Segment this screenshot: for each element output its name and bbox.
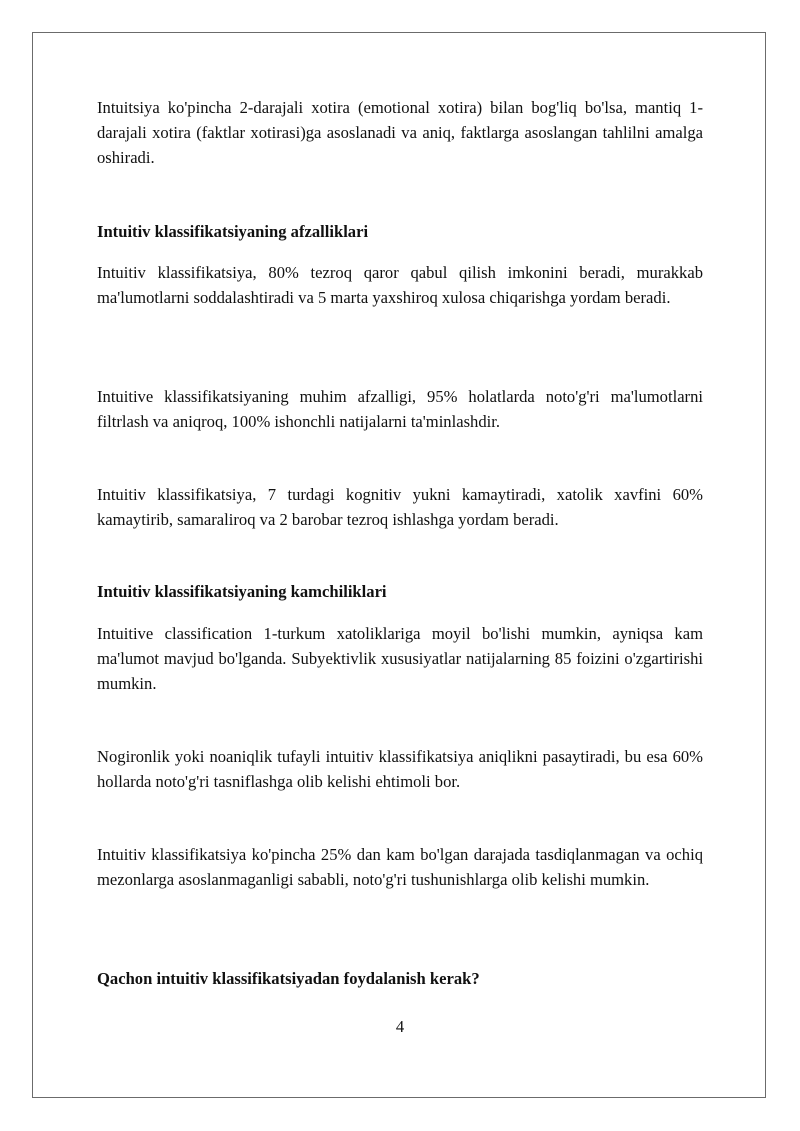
- page-number: 4: [395, 1017, 405, 1036]
- paragraph-advantage-cognitive-load: Intuitiv klassifikatsiya, 7 turdagi kognitiv yukni kamaytiradi, xatolik xavfini 60% kamaytirib, samaraliroq va 2 barobar tezroq ishlashga yordam beradi.: [97, 485, 703, 529]
- heading-when-to-use: Qachon intuitiv klassifikatsiyadan foydalanish kerak?: [97, 969, 480, 988]
- heading-advantages: Intuitiv klassifikatsiyaning afzalliklari: [97, 222, 369, 241]
- page-border: [32, 32, 766, 1098]
- heading-disadvantages: Intuitiv klassifikatsiyaning kamchiliklari: [97, 582, 387, 601]
- paragraph-disadvantage-uncertainty: Nogironlik yoki noaniqlik tufayli intuitiv klassifikatsiya aniqlikni pasaytiradi, bu esa 60% hollarda noto'g'ri tasniflashga olib kelishi ehtimoli bor.: [97, 747, 703, 791]
- paragraph-disadvantage-errors: Intuitive classification 1-turkum xatoliklariga moyil bo'lishi mumkin, ayniqsa kam ma'lumot mavjud bo'lganda. Subyektivlik xususiyatlar natijalarning 85 foizini o'zgartirishi mumkin.: [97, 624, 703, 693]
- paragraph-advantage-filtering: Intuitive klassifikatsiyaning muhim afzalligi, 95% holatlarda noto'g'ri ma'lumotlarni filtrlash va aniqroq, 100% ishonchli natijalarni ta'minlashdir.: [97, 387, 703, 431]
- paragraph-memory-comparison: Intuitsiya ko'pincha 2-darajali xotira (emotional xotira) bilan bog'liq bo'lsa, mantiq 1-darajali xotira (faktlar xotirasi)ga asoslanadi va aniq, faktlarga asoslangan tahlilni amalga oshiradi.: [97, 98, 703, 167]
- paragraph-disadvantage-validation: Intuitiv klassifikatsiya ko'pincha 25% dan kam bo'lgan darajada tasdiqlanmagan va ochiq mezonlarga asoslanmaganligi sababli, noto'g'ri tushunishlarga olib kelishi mumkin.: [97, 845, 703, 889]
- paragraph-advantage-speed: Intuitiv klassifikatsiya, 80% tezroq qaror qabul qilish imkonini beradi, murakkab ma'lumotlarni soddalashtiradi va 5 marta yaxshiroq xulosa chiqarishga yordam beradi.: [97, 263, 703, 307]
